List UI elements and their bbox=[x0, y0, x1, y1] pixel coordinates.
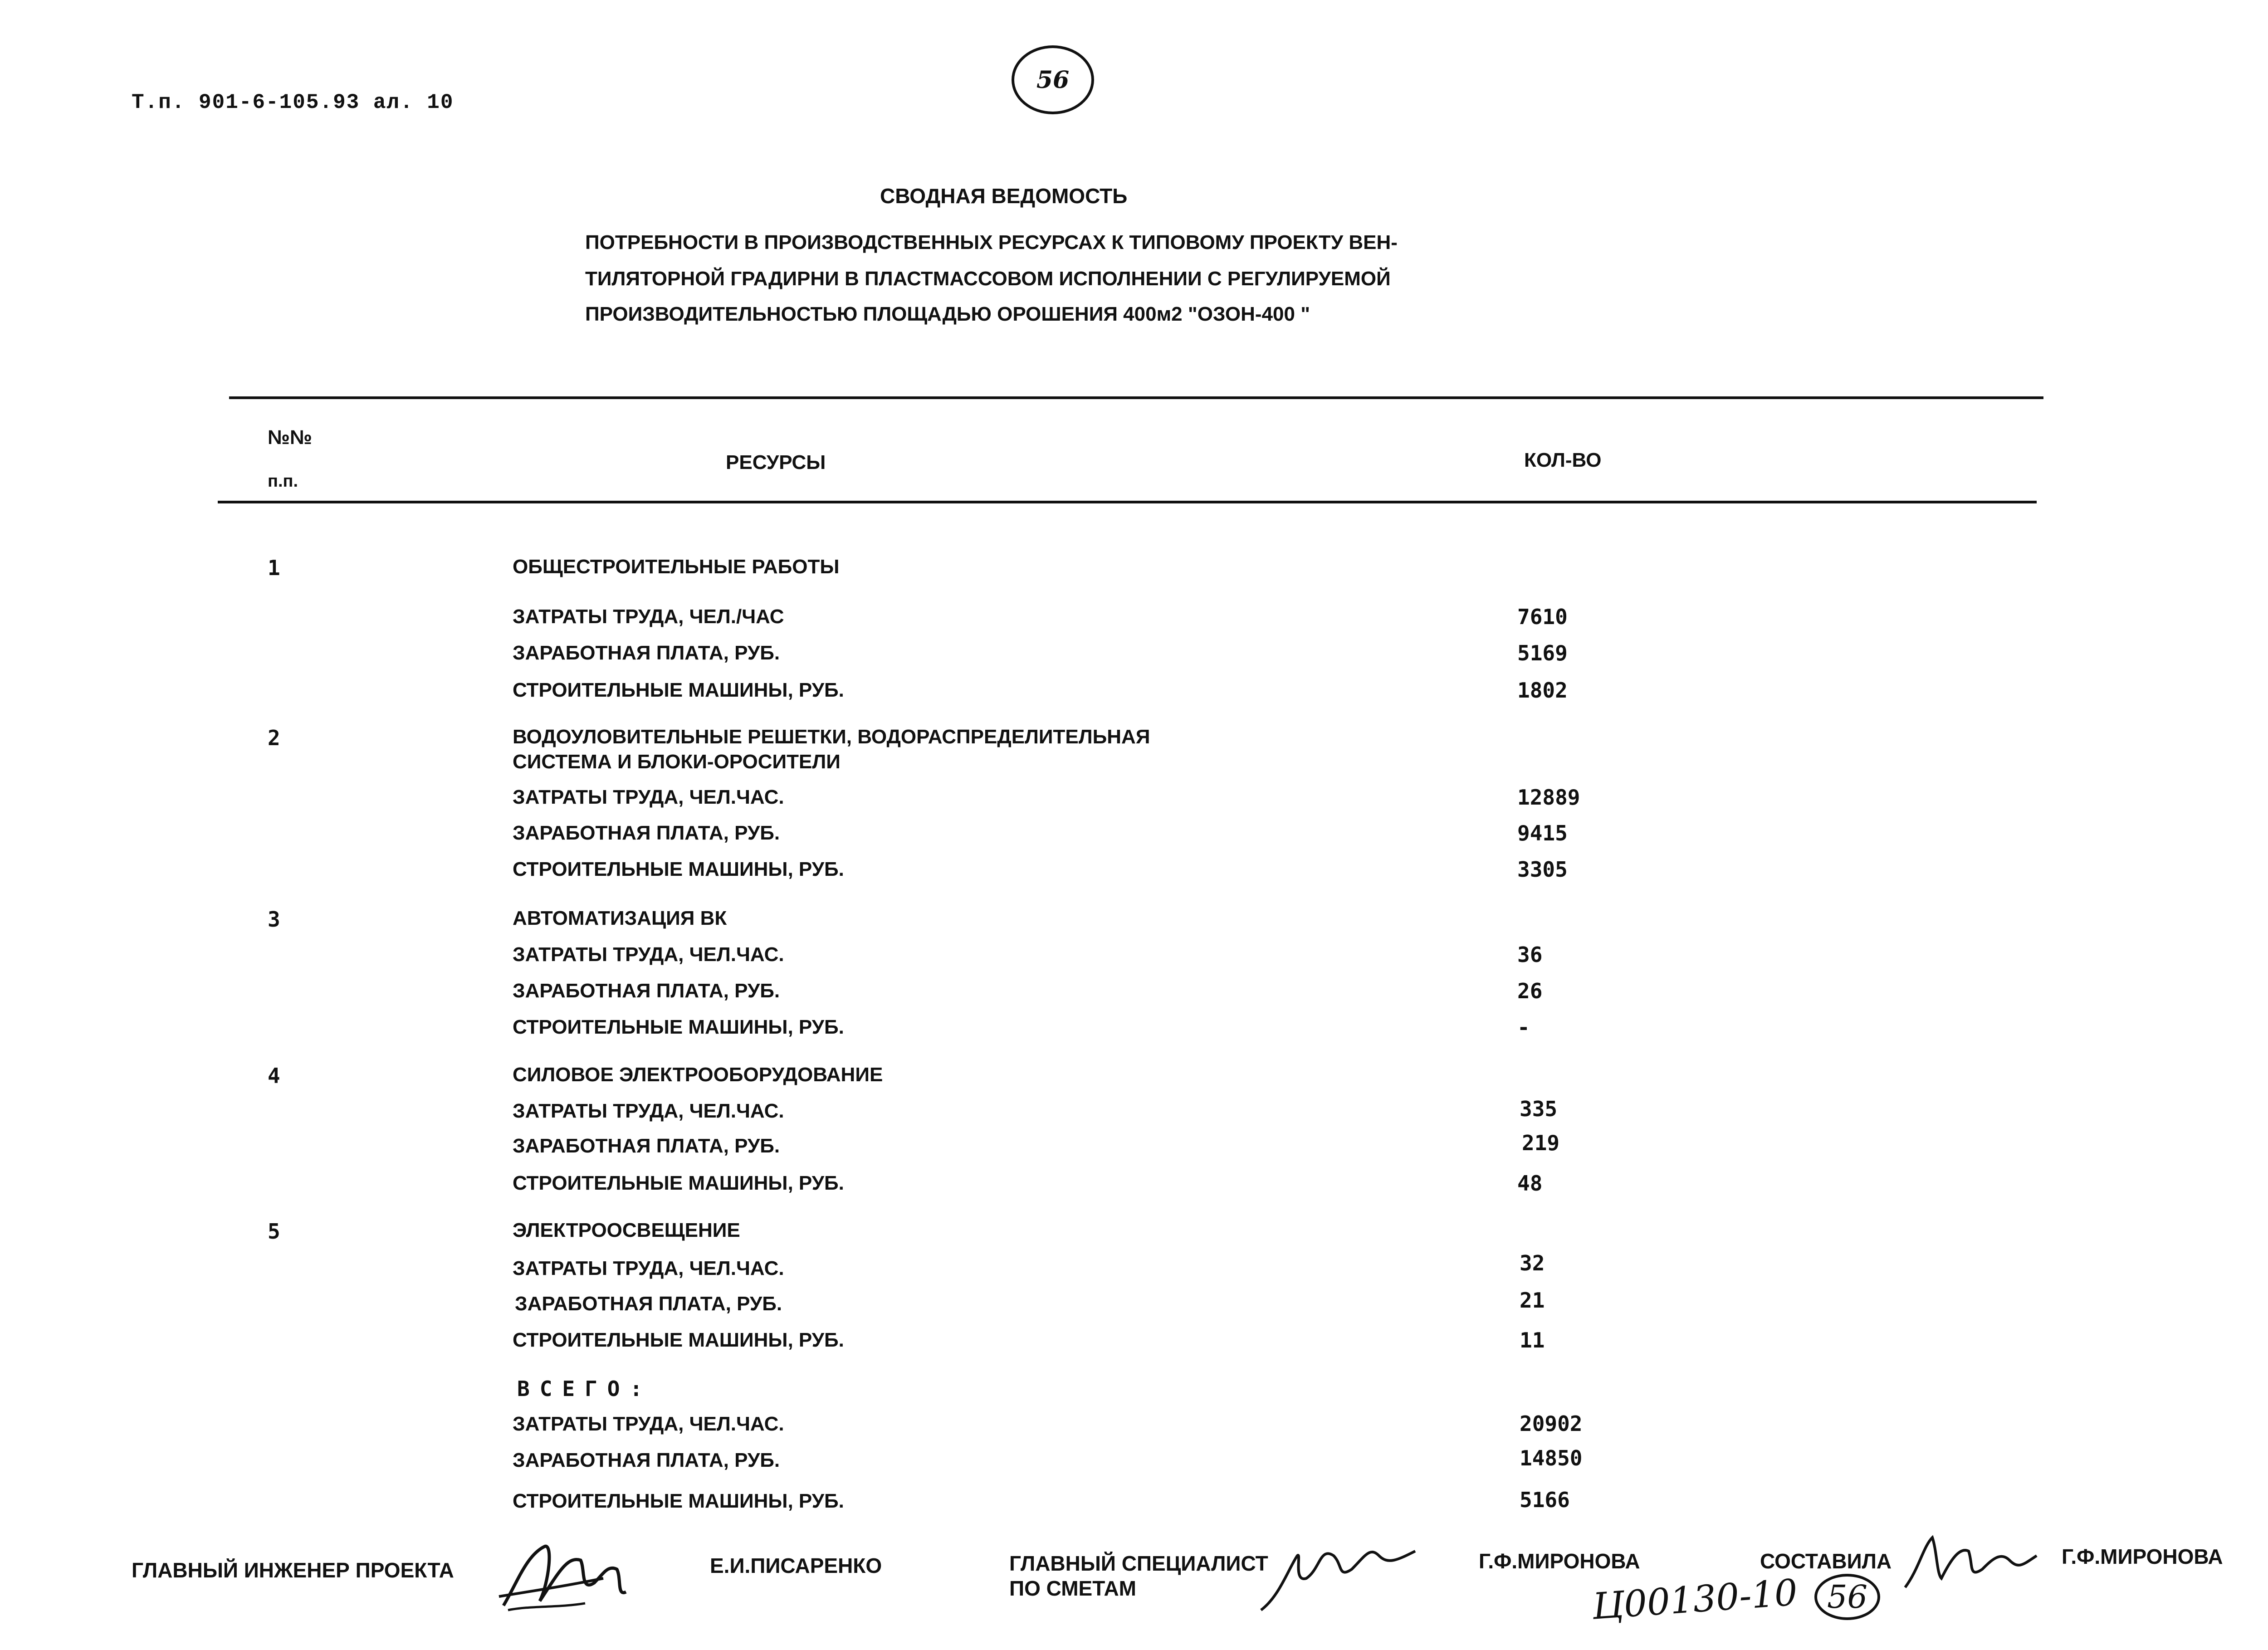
row-value: 32 bbox=[1520, 1251, 1545, 1275]
subtitle-line-1: ПОТРЕБНОСТИ В ПРОИЗВОДСТВЕННЫХ РЕСУРСАХ К ТИПОВОМУ ПРОЕКТУ ВЕН- bbox=[585, 231, 1398, 254]
row-label: СТРОИТЕЛЬНЫЕ МАШИНЫ, РУБ. bbox=[513, 679, 844, 701]
document-reference: Т.п. 901-6-105.93 ал. 10 bbox=[132, 91, 454, 114]
column-header-number-line1: №№ bbox=[268, 426, 313, 449]
row-label: ЗАРАБОТНАЯ ПЛАТА, РУБ. bbox=[513, 980, 780, 1002]
row-label: СТРОИТЕЛЬНЫЕ МАШИНЫ, РУБ. bbox=[513, 1329, 844, 1351]
total-row-value: 20902 bbox=[1520, 1411, 1583, 1436]
row-value: 5169 bbox=[1517, 641, 1568, 665]
row-label: ЗАРАБОТНАЯ ПЛАТА, РУБ. bbox=[513, 1135, 780, 1157]
row-label: ЗАРАБОТНАЯ ПЛАТА, РУБ. bbox=[513, 822, 780, 844]
table-top-rule bbox=[229, 396, 2043, 399]
compiled-by-signature bbox=[1896, 1524, 2046, 1601]
row-value: 48 bbox=[1517, 1171, 1543, 1196]
chief-engineer-label: ГЛАВНЫЙ ИНЖЕНЕР ПРОЕКТА bbox=[132, 1558, 454, 1582]
column-header-number-line2: п.п. bbox=[268, 472, 298, 491]
row-label: СТРОИТЕЛЬНЫЕ МАШИНЫ, РУБ. bbox=[513, 1172, 844, 1194]
row-label: ЗАТРАТЫ ТРУДА, ЧЕЛ.ЧАС. bbox=[513, 943, 784, 966]
row-value: 9415 bbox=[1517, 821, 1568, 845]
total-title: ВСЕГО: bbox=[517, 1377, 653, 1401]
row-label: СТРОИТЕЛЬНЫЕ МАШИНЫ, РУБ. bbox=[513, 1016, 844, 1038]
chief-specialist-signature bbox=[1252, 1528, 1433, 1619]
total-row-value: 14850 bbox=[1520, 1446, 1583, 1470]
row-label: ЗАТРАТЫ ТРУДА, ЧЕЛ.ЧАС. bbox=[513, 1100, 784, 1122]
page-number-stamp-text: 56 bbox=[1036, 66, 1070, 94]
section-title: АВТОМАТИЗАЦИЯ ВК bbox=[513, 907, 727, 929]
total-row-label: ЗАРАБОТНАЯ ПЛАТА, РУБ. bbox=[513, 1449, 780, 1471]
subtitle-line-3: ПРОИЗВОДИТЕЛЬНОСТЬЮ ПЛОЩАДЬЮ ОРОШЕНИЯ 400м2 "ОЗОН-400 " bbox=[585, 303, 1310, 325]
row-value: - bbox=[1517, 1015, 1530, 1040]
page-number-stamp bbox=[1012, 45, 1094, 114]
total-row-value: 5166 bbox=[1520, 1488, 1570, 1512]
section-number: 4 bbox=[268, 1064, 280, 1088]
section-number: 1 bbox=[268, 556, 280, 580]
row-label: СТРОИТЕЛЬНЫЕ МАШИНЫ, РУБ. bbox=[513, 858, 844, 880]
table-header-rule bbox=[218, 501, 2037, 503]
handwritten-page-number bbox=[1814, 1574, 1880, 1620]
compiled-by-label: СОСТАВИЛА bbox=[1760, 1549, 1892, 1573]
row-label: ЗАТРАТЫ ТРУДА, ЧЕЛ./ЧАС bbox=[513, 605, 784, 628]
handwritten-page-number-text: 56 bbox=[1814, 1574, 1880, 1620]
section-title-line1: ВОДОУЛОВИТЕЛЬНЫЕ РЕШЕТКИ, ВОДОРАСПРЕДЕЛИТЕЛЬНАЯ bbox=[513, 726, 1150, 748]
row-value: 12889 bbox=[1517, 785, 1580, 810]
document-title: СВОДНАЯ ВЕДОМОСТЬ bbox=[880, 184, 1128, 208]
chief-engineer-signature bbox=[490, 1528, 640, 1619]
row-value: 11 bbox=[1520, 1328, 1545, 1352]
section-title: ОБЩЕСТРОИТЕЛЬНЫЕ РАБОТЫ bbox=[513, 556, 840, 578]
column-header-quantity: КОЛ-ВО bbox=[1524, 449, 1602, 471]
total-row-label: СТРОИТЕЛЬНЫЕ МАШИНЫ, РУБ. bbox=[513, 1490, 844, 1512]
row-value: 335 bbox=[1520, 1097, 1558, 1121]
total-row-label: ЗАТРАТЫ ТРУДА, ЧЕЛ.ЧАС. bbox=[513, 1413, 784, 1435]
compiled-by-name: Г.Ф.МИРОНОВА bbox=[2062, 1545, 2223, 1568]
section-number: 3 bbox=[268, 907, 280, 932]
column-header-resources: РЕСУРСЫ bbox=[726, 451, 826, 474]
row-value: 26 bbox=[1517, 979, 1543, 1003]
row-value: 3305 bbox=[1517, 857, 1568, 882]
row-label: ЗАРАБОТНАЯ ПЛАТА, РУБ. bbox=[513, 642, 780, 664]
row-value: 219 bbox=[1522, 1131, 1560, 1155]
row-label: ЗАТРАТЫ ТРУДА, ЧЕЛ.ЧАС. bbox=[513, 1257, 784, 1279]
chief-specialist-label-line2: ПО СМЕТАМ bbox=[1009, 1577, 1136, 1600]
subtitle-line-2: ТИЛЯТОРНОЙ ГРАДИРНИ В ПЛАСТМАССОВОМ ИСПОЛНЕНИИ С РЕГУЛИРУЕМОЙ bbox=[585, 268, 1391, 290]
section-number: 5 bbox=[268, 1219, 280, 1244]
section-title-line2: СИСТЕМА И БЛОКИ-ОРОСИТЕЛИ bbox=[513, 751, 841, 773]
row-label: ЗАРАБОТНАЯ ПЛАТА, РУБ. bbox=[515, 1293, 782, 1315]
row-value: 7610 bbox=[1517, 605, 1568, 629]
chief-specialist-name: Г.Ф.МИРОНОВА bbox=[1479, 1549, 1640, 1573]
chief-engineer-name: Е.И.ПИСАРЕНКО bbox=[710, 1554, 882, 1577]
row-value: 36 bbox=[1517, 942, 1543, 967]
handwritten-archive-code: Ц00130-10 bbox=[1591, 1571, 1799, 1628]
section-number: 2 bbox=[268, 726, 280, 750]
chief-specialist-label-line1: ГЛАВНЫЙ СПЕЦИАЛИСТ bbox=[1009, 1552, 1268, 1575]
section-title: ЭЛЕКТРООСВЕЩЕНИЕ bbox=[513, 1219, 740, 1241]
row-label: ЗАТРАТЫ ТРУДА, ЧЕЛ.ЧАС. bbox=[513, 786, 784, 808]
row-value: 21 bbox=[1520, 1288, 1545, 1313]
section-title: СИЛОВОЕ ЭЛЕКТРООБОРУДОВАНИЕ bbox=[513, 1064, 883, 1086]
row-value: 1802 bbox=[1517, 678, 1568, 703]
